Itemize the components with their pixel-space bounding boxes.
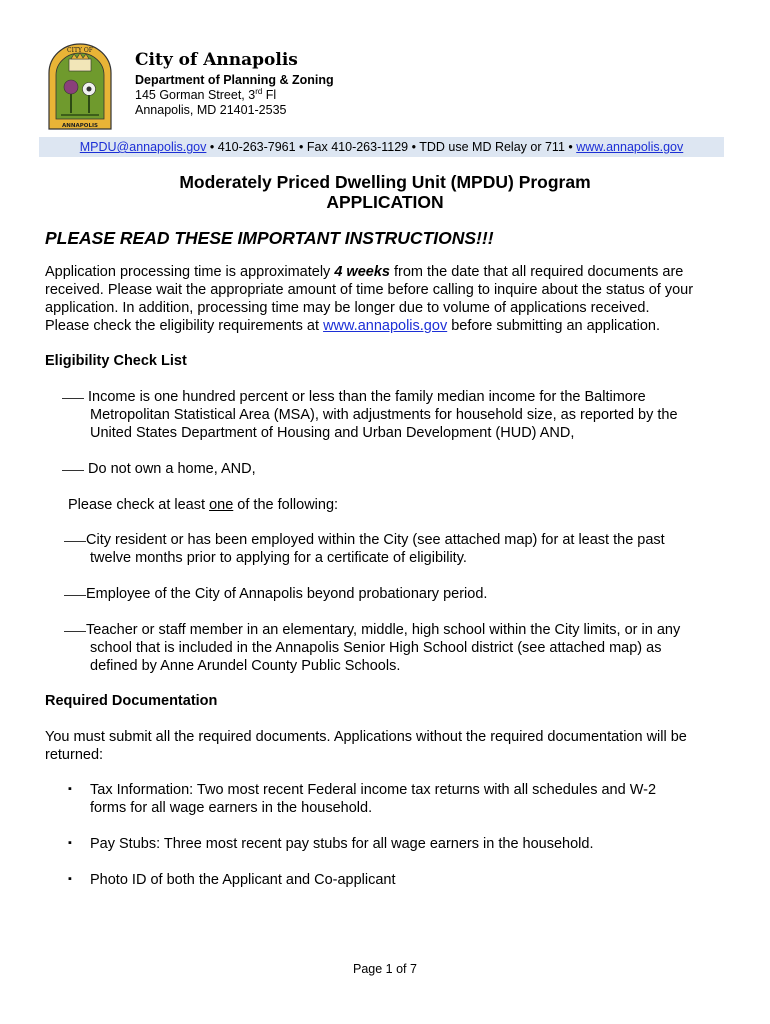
teacher-item: Teacher or staff member in an elementary, middle, high school within the City limits, or in any [64,621,680,639]
income-checkbox-blank[interactable] [62,398,84,399]
no-home-item: Do not own a home, AND, [62,460,256,478]
fax-number: Fax 410-263-1129 [306,140,409,154]
address-line-2: Annapolis, MD 21401-2535 [135,103,287,117]
tax-info-item: Tax Information: Two most recent Federal income tax returns with all schedules and W-2 [90,782,657,798]
income-item: Income is one hundred percent or less than the family median income for the Baltimore [62,388,646,406]
no-home-checkbox-blank[interactable] [62,470,84,471]
required-docs-intro-line-2: returned: [45,747,104,763]
city-resident-item-line-2: twelve months prior to applying for a certificate of eligibility. [90,550,467,566]
teacher-checkbox-blank[interactable] [64,631,86,632]
teacher-item-line-2: school that is included in the Annapolis Senior High School district (see attached map) as [90,640,662,656]
city-name: City of Annapolis [135,50,298,70]
instructions-line-3: application. In addition, processing time may be longer due to volume of applications received. [45,300,650,316]
tax-info-item-line-2: forms for all wage earners in the household. [90,800,373,816]
bullet-icon: ▪ [68,783,72,795]
required-docs-intro-line-1: You must submit all the required documents. Applications without the required documentation will be [45,729,687,745]
city-seal-logo [47,43,113,131]
bullet-icon: ▪ [68,837,72,849]
teacher-item-line-3: defined by Anne Arundel County Public Schools. [90,658,401,674]
department-name: Department of Planning & Zoning [135,73,334,87]
photo-id-item: Photo ID of both the Applicant and Co-applicant [90,872,396,888]
contact-bar: MPDU@annapolis.gov • 410-263-7961 • Fax 410-263-1129 • TDD use MD Relay or 711 • www.annapolis.gov [39,137,724,157]
employee-item: Employee of the City of Annapolis beyond probationary period. [64,585,487,603]
tdd-info: TDD use MD Relay or 711 [419,140,565,154]
city-resident-checkbox-blank[interactable] [64,541,86,542]
instructions-heading: PLEASE READ THESE IMPORTANT INSTRUCTIONS!!! [45,228,494,248]
address-line-1: 145 Gorman Street, 3rd Fl [135,87,277,102]
svg-text:ANNAPOLIS: ANNAPOLIS [62,123,98,129]
eligibility-heading: Eligibility Check List [45,353,187,369]
required-docs-heading: Required Documentation [45,693,218,709]
page-number: Page 1 of 7 [353,962,417,976]
income-item-line-3: United States Department of Housing and Urban Development (HUD) AND, [90,425,575,441]
bullet-icon: ▪ [68,873,72,885]
check-one-instruction: Please check at least one of the following: [68,497,339,513]
instructions-line-2: received. Please wait the appropriate amount of time before calling to inquire about the status of your [45,282,694,298]
pay-stubs-item: Pay Stubs: Three most recent pay stubs for all wage earners in the household. [90,836,594,852]
document-subtitle: APPLICATION [326,192,444,212]
website-link-inline[interactable]: www.annapolis.gov [323,318,448,334]
city-resident-item: City resident or has been employed within the City (see attached map) for at least the past [64,531,665,549]
income-item-line-2: Metropolitan Statistical Area (MSA), with adjustments for household size, as reported by the [90,407,678,423]
email-link[interactable]: MPDU@annapolis.gov [79,140,207,154]
instructions-line-4: Please check the eligibility requirements at www.annapolis.gov before submitting an application. [45,318,661,334]
document-title: Moderately Priced Dwelling Unit (MPDU) Program [179,172,591,192]
employee-checkbox-blank[interactable] [64,595,86,596]
phone-number: 410-263-7961 [217,140,296,154]
svg-text:CITY OF: CITY OF [67,47,93,54]
instructions-line-1: Application processing time is approximately 4 weeks from the date that all required documents are [45,264,684,280]
website-link[interactable]: www.annapolis.gov [576,140,684,154]
